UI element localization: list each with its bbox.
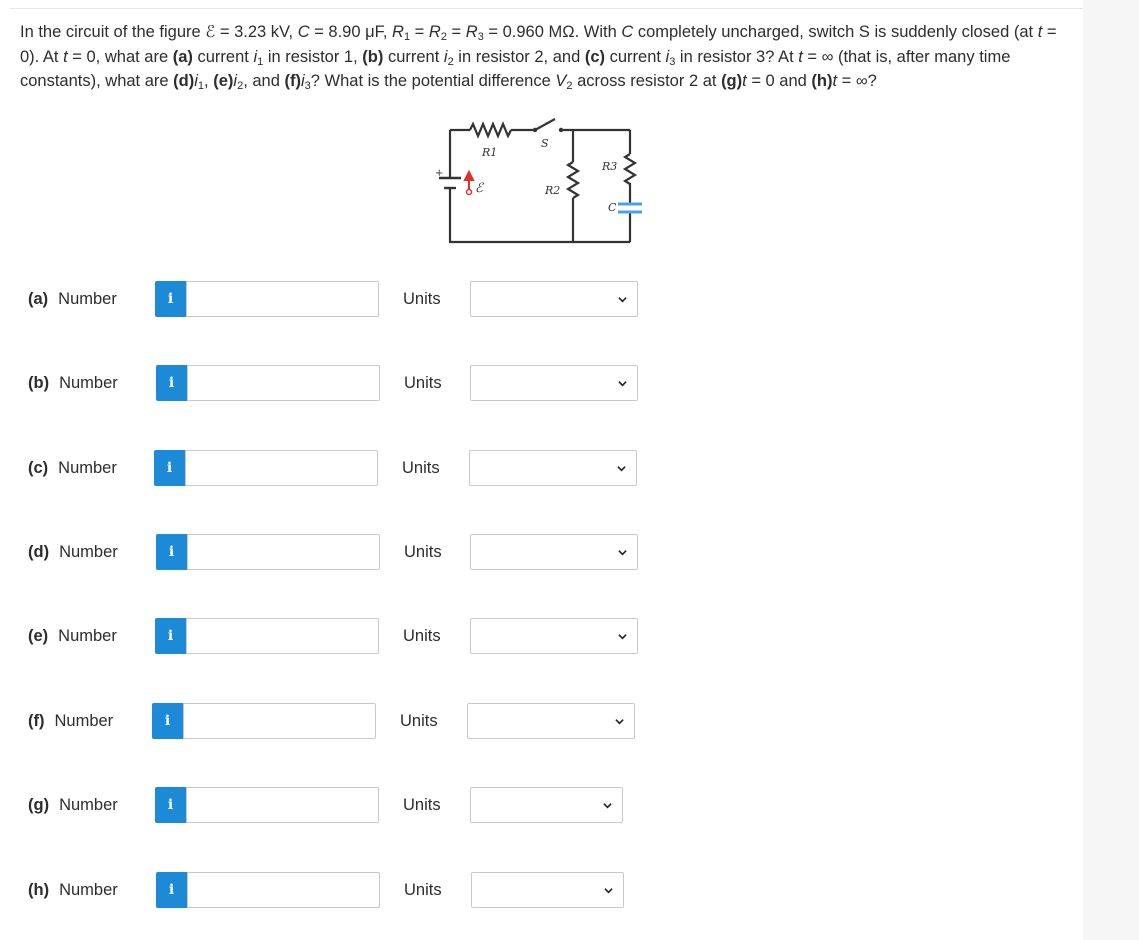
number-input[interactable] — [187, 872, 380, 908]
number-input[interactable] — [185, 450, 378, 486]
number-label: Number — [58, 290, 117, 308]
answer-row-c — [0, 449, 700, 487]
info-icon[interactable]: i — [155, 787, 186, 823]
info-icon[interactable]: i — [155, 618, 186, 654]
info-icon[interactable]: i — [156, 365, 187, 401]
units-dropdown[interactable] — [470, 281, 638, 317]
r1-label: R1 — [482, 146, 498, 159]
part-letter: (h) — [28, 881, 50, 899]
answer-row-a — [0, 280, 700, 318]
units-dropdown[interactable] — [470, 534, 638, 570]
circuit-diagram — [425, 118, 650, 248]
info-icon[interactable]: i — [156, 534, 187, 570]
number-input[interactable] — [187, 534, 380, 570]
number-input[interactable] — [183, 703, 376, 739]
units-dropdown[interactable] — [467, 703, 635, 739]
units-dropdown[interactable] — [471, 872, 624, 908]
answer-label — [28, 459, 117, 478]
chevron-down-icon — [603, 801, 612, 810]
answer-row-e — [0, 617, 700, 655]
units-label: Units — [403, 627, 441, 645]
chevron-down-icon — [615, 717, 624, 726]
number-label: Number — [59, 796, 118, 814]
answer-label — [28, 374, 118, 393]
units-label: Units — [402, 459, 440, 477]
answer-label — [28, 290, 117, 309]
answer-row-b — [0, 364, 700, 402]
info-icon[interactable]: i — [156, 872, 187, 908]
answer-label — [28, 881, 118, 900]
emf-plus-label: + — [435, 168, 444, 179]
info-icon[interactable]: i — [154, 450, 185, 486]
answer-row-g — [0, 786, 700, 824]
units-label: Units — [404, 881, 442, 899]
answer-label — [28, 712, 113, 731]
chevron-down-icon — [618, 632, 627, 641]
number-input[interactable] — [186, 787, 379, 823]
capacitor-label: C — [608, 201, 617, 214]
number-label: Number — [58, 459, 117, 477]
chevron-down-icon — [617, 464, 626, 473]
switch-label: S — [541, 137, 549, 150]
units-label: Units — [404, 374, 442, 392]
number-input[interactable] — [186, 281, 379, 317]
part-letter: (a) — [28, 290, 49, 308]
chevron-down-icon — [604, 886, 613, 895]
answer-label — [28, 543, 118, 562]
units-dropdown[interactable] — [470, 365, 638, 401]
part-letter: (e) — [28, 627, 49, 645]
number-label: Number — [59, 543, 118, 561]
units-dropdown[interactable] — [470, 787, 623, 823]
part-letter: (c) — [28, 459, 49, 477]
part-letter: (b) — [28, 374, 50, 392]
scroll-gutter — [1083, 0, 1139, 940]
chevron-down-icon — [618, 548, 627, 557]
emf-label: ℰ — [475, 181, 483, 196]
r3-label: R3 — [602, 160, 618, 173]
units-label: Units — [403, 290, 441, 308]
info-icon[interactable]: i — [155, 281, 186, 317]
units-label: Units — [403, 796, 441, 814]
number-label: Number — [54, 712, 114, 730]
answer-row-d — [0, 533, 700, 571]
number-input[interactable] — [187, 365, 380, 401]
answer-row-h — [0, 871, 700, 909]
number-input[interactable] — [186, 618, 379, 654]
chevron-down-icon — [618, 379, 627, 388]
part-letter: (f) — [28, 712, 45, 730]
units-label: Units — [404, 543, 442, 561]
chevron-down-icon — [618, 295, 627, 304]
answer-label — [28, 796, 118, 815]
top-divider — [10, 8, 1083, 9]
r2-label: R2 — [545, 184, 561, 197]
part-letter: (d) — [28, 543, 50, 561]
question-text: In the circuit of the figure ℰ = 3.23 kV, C = 8.90 μF, $R_1 = R_2 = R_3 = 0.960$ MΩ. With C completely uncharged, switch S is suddenly closed (at t = 0). At t = 0, what are (a) current $i_1$ in resistor 1, (b) current $i_2$ in resistor 2, and (c) current $i_3$ in resistor 3? At t = ∞ (that is, after many time constants), what are $(d)i_1$, $(e)i_2$, and $(f)i_3$? What is the potential difference $V_2$ across resistor 2 at (g)t = 0 and (h)t = ∞? — [20, 23, 1057, 92]
units-dropdown[interactable] — [469, 450, 637, 486]
answer-row-f — [0, 702, 700, 740]
number-label: Number — [59, 881, 118, 899]
units-dropdown[interactable] — [470, 618, 638, 654]
answer-label — [28, 627, 117, 646]
number-label: Number — [58, 627, 117, 645]
number-label: Number — [59, 374, 118, 392]
units-label: Units — [400, 712, 438, 730]
info-icon[interactable]: i — [152, 703, 183, 739]
part-letter: (g) — [28, 796, 50, 814]
